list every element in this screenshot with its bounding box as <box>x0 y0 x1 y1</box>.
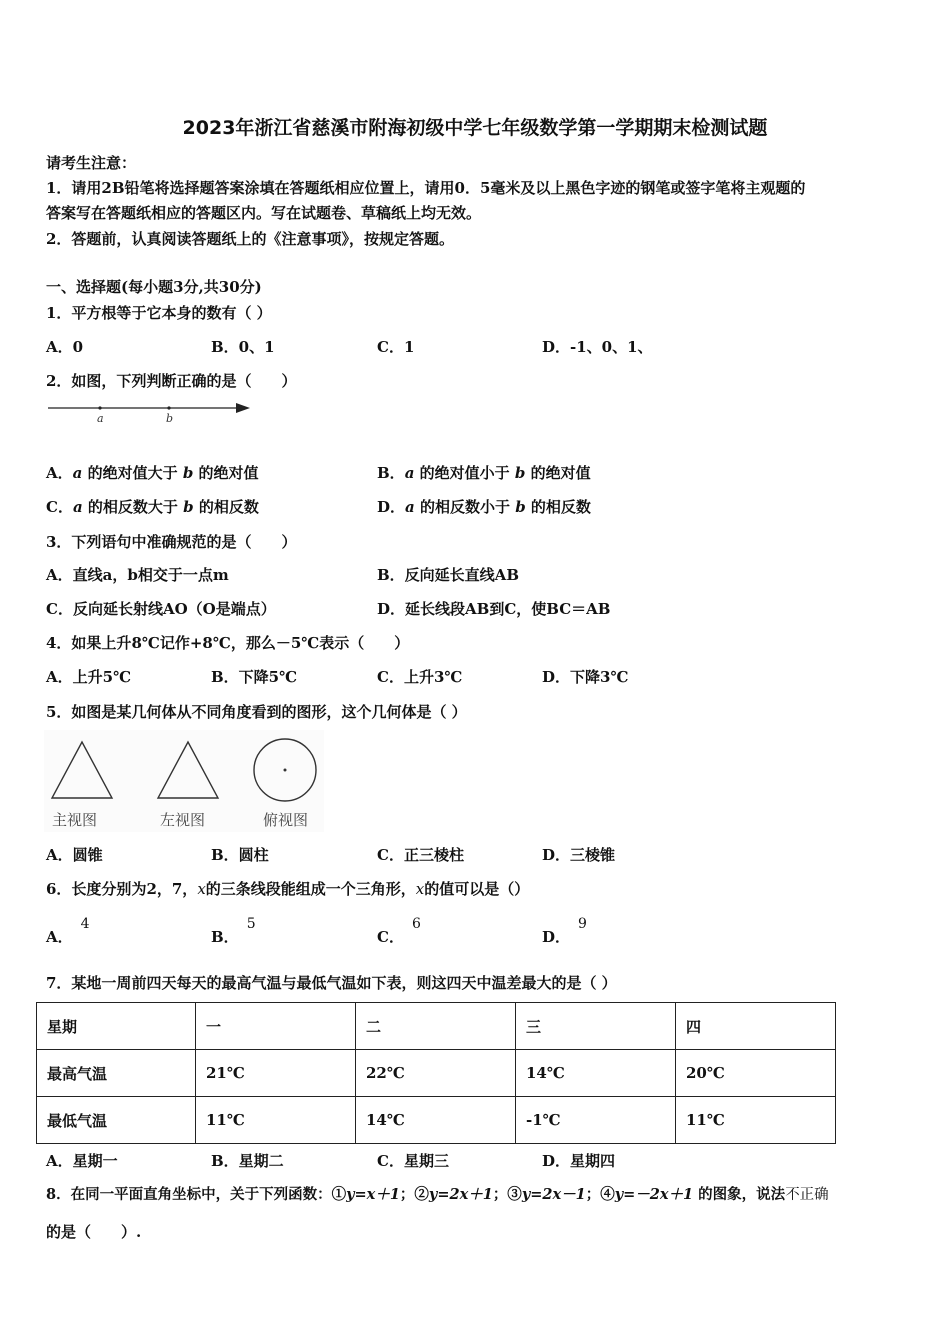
top-view-center-dot <box>284 769 287 772</box>
table-cell: 最高气温 <box>37 1050 196 1097</box>
table-cell: 22℃ <box>356 1050 516 1097</box>
question-2-stem: 2．如图，下列判断正确的是（ ） <box>46 372 297 390</box>
q2-option-c: C．a 的相反数大于 b 的相反数 <box>46 498 259 516</box>
q1-option-d: D．-1、0、1、 <box>542 338 653 356</box>
q3-option-c: C．反向延长射线AO（O是端点） <box>46 600 276 618</box>
question-8-stem: 8．在同一平面直角坐标中，关于下列函数：①y=x＋1；②y=2x＋1；③y=2x－1；④y=－2x＋1 的图象，说法不正确 <box>46 1186 829 1203</box>
table-cell: 星期 <box>37 1003 196 1050</box>
q5-option-c: C．正三棱柱 <box>377 846 464 864</box>
q5-option-a: A．圆锥 <box>46 846 103 864</box>
table-header-row <box>37 1003 836 1050</box>
q5-option-b: B．圆柱 <box>211 846 269 864</box>
q4-option-b: B．下降5℃ <box>211 668 298 686</box>
notice-line-1: 1．请用2B铅笔将选择题答案涂填在答题纸相应位置上，请用0．5毫米及以上黑色字迹的钢笔或签字笔将主观题的 <box>46 179 806 197</box>
table-cell: 11℃ <box>676 1097 836 1144</box>
side-view-label: 左视图 <box>160 811 206 829</box>
q6-option-c: C．6 <box>377 916 421 946</box>
table-row <box>37 1050 836 1097</box>
point-a-label: a <box>97 412 104 425</box>
table-row <box>37 1097 836 1144</box>
q3-option-b: B．反向延长直线AB <box>377 566 519 584</box>
q7-option-b: B．星期二 <box>211 1152 284 1170</box>
q6-option-b: B．5 <box>211 916 256 946</box>
table-cell: 一 <box>196 1003 356 1050</box>
q2-option-a: A．a 的绝对值大于 b 的绝对值 <box>46 464 259 482</box>
q6-option-a: A．4 <box>46 916 90 946</box>
top-view-label: 俯视图 <box>263 811 309 829</box>
q2-option-d: D．a 的相反数小于 b 的相反数 <box>377 498 591 516</box>
q3-option-d: D．延长线段AB到C，使BC＝AB <box>377 600 611 618</box>
q4-option-d: D．下降3℃ <box>542 668 629 686</box>
question-4-stem: 4．如果上升8℃记作+8℃，那么－5℃表示（ ） <box>46 634 410 652</box>
q2-option-b: B．a 的绝对值小于 b 的绝对值 <box>377 464 591 482</box>
point-a <box>98 406 101 409</box>
q7-option-a: A．星期一 <box>46 1152 118 1170</box>
temperature-table <box>36 1002 836 1144</box>
q3-option-a: A．直线a，b相交于一点m <box>46 566 229 584</box>
arrow-icon <box>236 403 250 413</box>
q1-option-a: A．0 <box>46 338 84 356</box>
notice-heading: 请考生注意： <box>46 154 137 172</box>
table-cell: 14℃ <box>516 1050 676 1097</box>
question-1-stem: 1．平方根等于它本身的数有（ ） <box>46 304 272 322</box>
three-views-figure <box>44 730 324 832</box>
point-b <box>167 406 170 409</box>
table-cell: 二 <box>356 1003 516 1050</box>
table-cell: 最低气温 <box>37 1097 196 1144</box>
notice-line-2: 答案写在答题纸相应的答题区内。写在试题卷、草稿纸上均无效。 <box>46 204 482 222</box>
table-cell: 11℃ <box>196 1097 356 1144</box>
question-3-stem: 3．下列语句中准确规范的是（ ） <box>46 533 297 551</box>
section-heading: 一、选择题(每小题3分,共30分) <box>46 278 262 296</box>
question-5-stem: 5．如图是某几何体从不同角度看到的图形，这个几何体是（ ） <box>46 703 467 721</box>
notice-line-3: 2．答题前，认真阅读答题纸上的《注意事项》，按规定答题。 <box>46 230 454 248</box>
question-7-stem: 7．某地一周前四天每天的最高气温与最低气温如下表，则这四天中温差最大的是（ ） <box>46 974 617 992</box>
question-8-stem-cont: 的是（ ）. <box>46 1223 142 1241</box>
page-title: 2023年浙江省慈溪市附海初级中学七年级数学第一学期期末检测试题 <box>182 117 768 139</box>
question-6-stem: 6．长度分别为2，7，x的三条线段能组成一个三角形，x的值可以是（） <box>46 880 530 898</box>
table-cell: 20℃ <box>676 1050 836 1097</box>
q5-option-d: D．三棱锥 <box>542 846 616 864</box>
front-view-label: 主视图 <box>52 811 98 829</box>
table-cell: 14℃ <box>356 1097 516 1144</box>
number-line-figure <box>46 398 256 428</box>
table-cell: 21℃ <box>196 1050 356 1097</box>
q1-option-c: C．1 <box>377 338 415 356</box>
q4-option-c: C．上升3℃ <box>377 668 463 686</box>
table-cell: 四 <box>676 1003 836 1050</box>
q7-option-d: D．星期四 <box>542 1152 616 1170</box>
q7-option-c: C．星期三 <box>377 1152 449 1170</box>
point-b-label: b <box>166 412 174 425</box>
q4-option-a: A．上升5℃ <box>46 668 132 686</box>
q1-option-b: B．0、1 <box>211 338 275 356</box>
q6-option-d: D．9 <box>542 916 587 946</box>
table-cell: -1℃ <box>516 1097 676 1144</box>
table-cell: 三 <box>516 1003 676 1050</box>
